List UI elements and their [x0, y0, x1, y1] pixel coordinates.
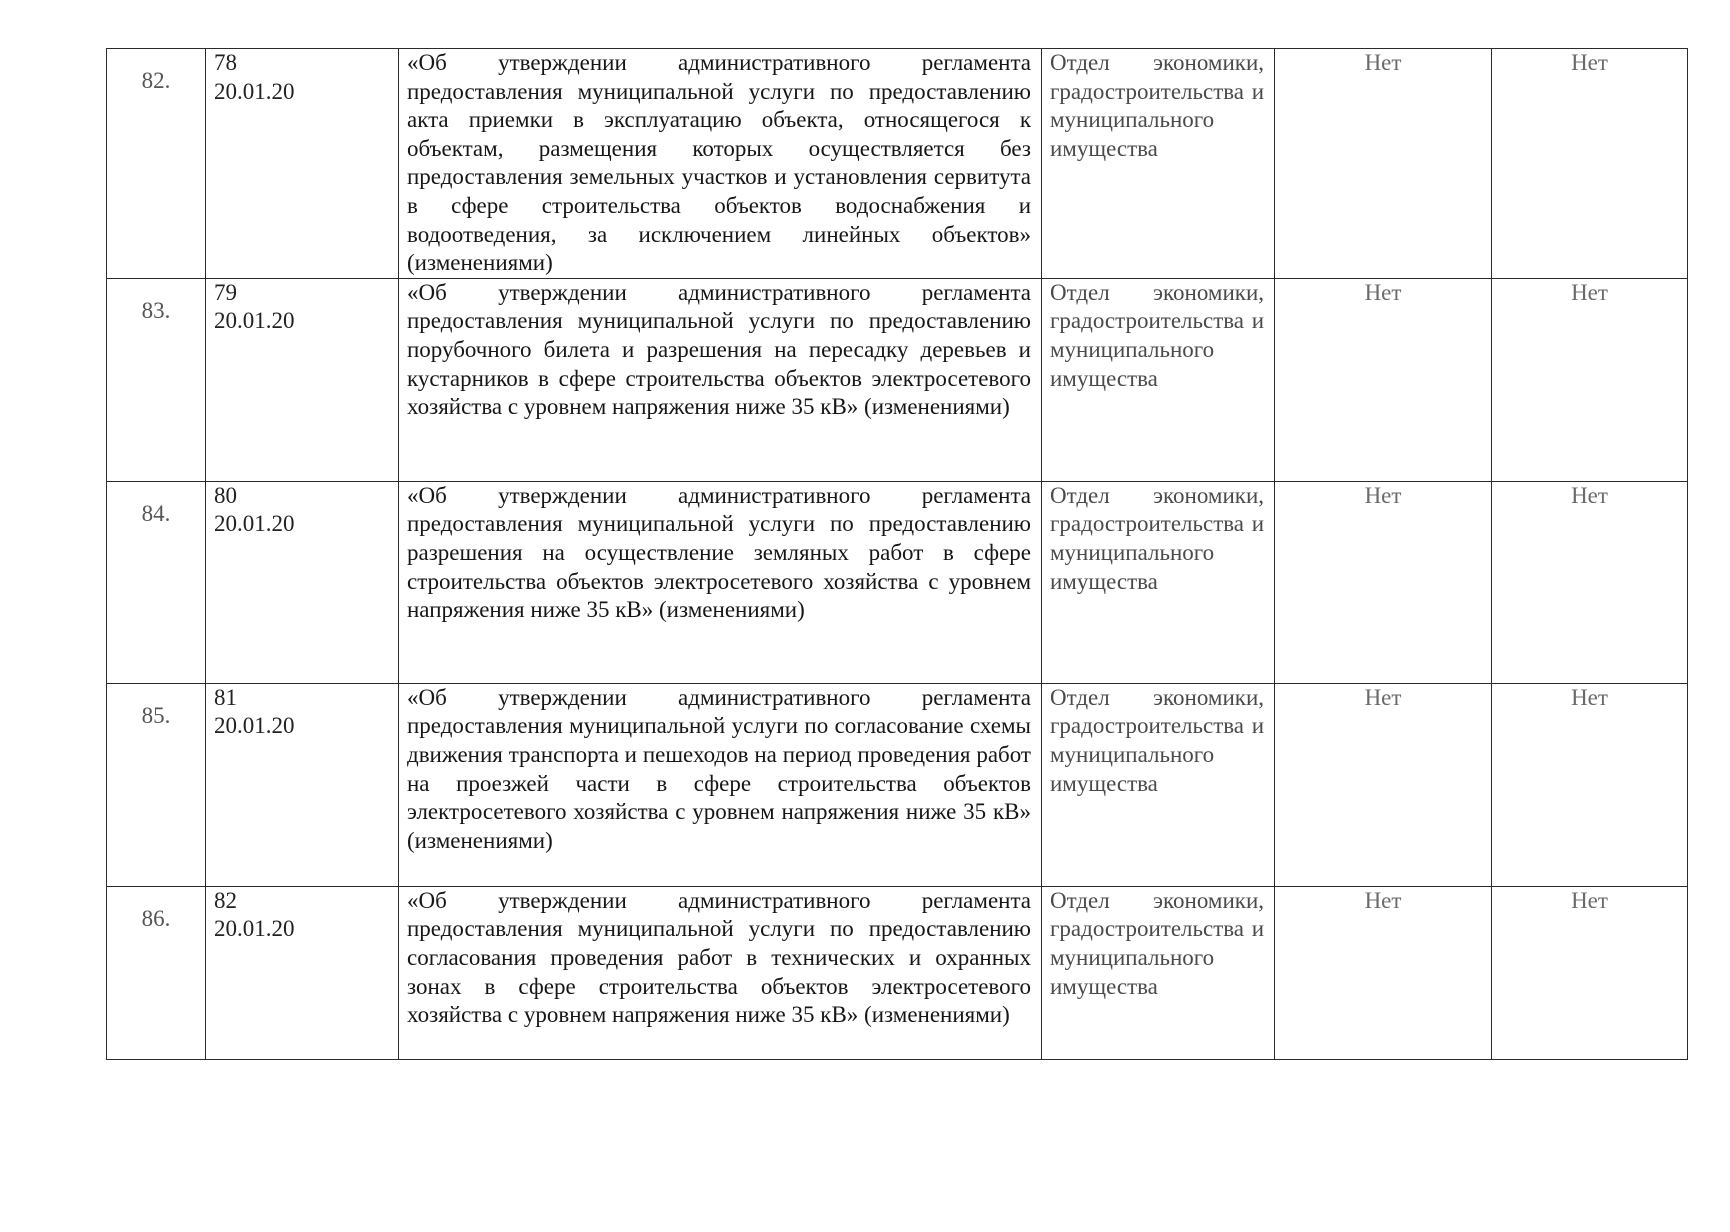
document-title: «Об утверждении административного регламента предоставления муниципальной услуги по предоставлению акта приемки в эксплуатацию объекта, относящегося к объектам, размещения которых осуществляется без предоставления земельных участков и установления сервитута в сфере строительства объектов водоснабжения и водоотведения, за исключением линейных объектов» (изменениями) [407, 50, 1031, 276]
document-table [106, 48, 1688, 1060]
status-b: Нет [1571, 684, 1608, 710]
document-number: 80 [214, 482, 237, 508]
document-date: 20.01.20 [214, 78, 295, 104]
status-b: Нет [1571, 50, 1608, 75]
status-cell-a [1275, 683, 1492, 886]
table-row [107, 481, 1688, 683]
status-cell-a [1275, 886, 1492, 1059]
document-id-cell [206, 481, 399, 683]
document-number: 82 [214, 887, 237, 913]
status-b: Нет [1571, 887, 1608, 913]
status-cell-a [1275, 481, 1492, 683]
row-number: 84. [141, 500, 171, 526]
document-date: 20.01.20 [214, 916, 295, 942]
row-number-cell [107, 481, 206, 683]
department-cell [1042, 49, 1275, 279]
table-row [107, 683, 1688, 886]
status-cell-b [1492, 481, 1688, 683]
department: Отдел экономики, градостроительства и муниципального имущества [1050, 279, 1264, 391]
document-id-cell [206, 49, 399, 279]
status-a: Нет [1364, 279, 1402, 305]
status-a: Нет [1364, 50, 1402, 75]
document-date: 20.01.20 [214, 511, 295, 537]
document-id-cell [206, 683, 399, 886]
department-cell [1042, 886, 1275, 1059]
document-id-cell [206, 278, 399, 481]
status-cell-b [1492, 278, 1688, 481]
status-b: Нет [1571, 482, 1608, 508]
document-title: «Об утверждении административного регламента предоставления муниципальной услуги по предоставлению разрешения на осуществление земляных работ в сфере строительства объектов электросетевого хозяйства с уровнем напряжения ниже 35 кВ» (изменениями) [407, 482, 1031, 623]
document-title-cell [399, 683, 1042, 886]
document-date: 20.01.20 [214, 308, 295, 334]
row-number: 86. [141, 905, 171, 931]
table-row [107, 49, 1688, 279]
row-number-cell [107, 886, 206, 1059]
department-cell [1042, 481, 1275, 683]
status-cell-a [1275, 49, 1492, 279]
row-number: 83. [141, 297, 171, 323]
status-cell-b [1492, 683, 1688, 886]
row-number-cell [107, 683, 206, 886]
table-row [107, 278, 1688, 481]
document-number: 81 [214, 684, 237, 710]
status-a: Нет [1364, 887, 1402, 913]
department-cell [1042, 683, 1275, 886]
document-title-cell [399, 886, 1042, 1059]
document-id-cell [206, 886, 399, 1059]
row-number-cell [107, 278, 206, 481]
document-title: «Об утверждении административного регламента предоставления муниципальной услуги по предоставлению порубочного билета и разрешения на пересадку деревьев и кустарников в сфере строительства объектов электросетевого хозяйства с уровнем напряжения ниже 35 кВ» (изменениями) [407, 279, 1031, 420]
department: Отдел экономики, градостроительства и муниципального имущества [1050, 684, 1264, 796]
department: Отдел экономики, градостроительства и муниципального имущества [1050, 887, 1264, 999]
status-a: Нет [1364, 482, 1402, 508]
status-b: Нет [1571, 279, 1608, 305]
status-cell-b [1492, 886, 1688, 1059]
document-number: 79 [214, 279, 237, 305]
department-cell [1042, 278, 1275, 481]
status-a: Нет [1364, 684, 1402, 710]
document-title-cell [399, 49, 1042, 279]
status-cell-a [1275, 278, 1492, 481]
document-title: «Об утверждении административного регламента предоставления муниципальной услуги по предоставлению согласования проведения работ в технических и охранных зонах в сфере строительства объектов электросетевого хозяйства с уровнем напряжения ниже 35 кВ» (изменениями) [407, 887, 1031, 1028]
document-title-cell [399, 278, 1042, 481]
table-row [107, 886, 1688, 1059]
document-title-cell [399, 481, 1042, 683]
department: Отдел экономики, градостроительства и муниципального имущества [1050, 482, 1264, 594]
department: Отдел экономики, градостроительства и муниципального имущества [1050, 50, 1264, 161]
document-date: 20.01.20 [214, 713, 295, 739]
status-cell-b [1492, 49, 1688, 279]
row-number: 85. [141, 702, 171, 728]
document-number: 78 [214, 50, 237, 75]
row-number: 82. [141, 68, 171, 93]
document-title: «Об утверждении административного регламента предоставления муниципальной услуги по согласование схемы движения транспорта и пешеходов на период проведения работ на проезжей части в сфере строительства объектов электросетевого хозяйства с уровнем напряжения ниже 35 кВ» (изменениями) [407, 684, 1031, 853]
row-number-cell [107, 49, 206, 279]
